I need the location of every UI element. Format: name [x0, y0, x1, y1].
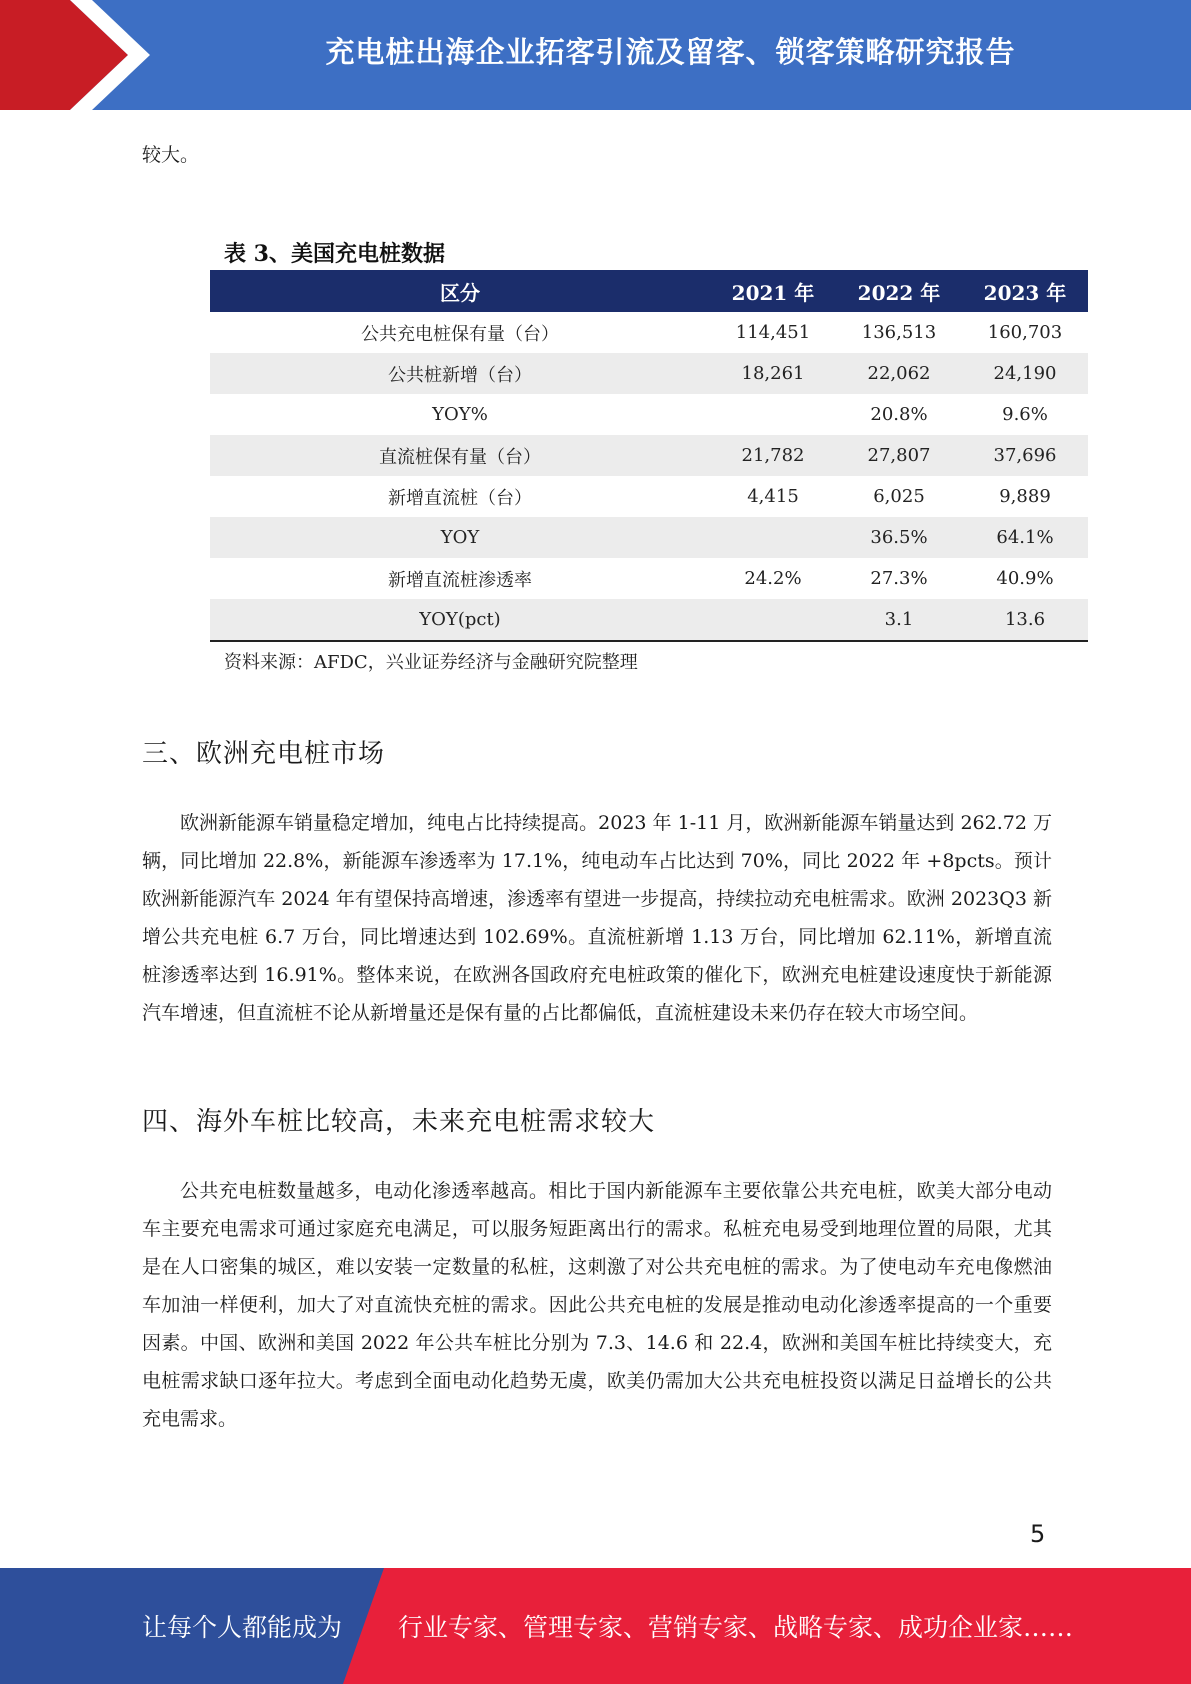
column-header: 2021 年 — [710, 270, 836, 312]
table-cell: 114,451 — [735, 322, 811, 343]
page-header — [0, 0, 1191, 110]
table-cell: 21,782 — [710, 435, 836, 476]
table-source-note: 资料来源：AFDC，兴业证券经济与金融研究院整理 — [224, 652, 638, 673]
table-cell: 27.3% — [870, 568, 928, 589]
row-label: 直流桩保有量（台） — [210, 435, 710, 476]
table-row — [210, 599, 1088, 641]
row-label: 公共桩新增（台） — [210, 353, 710, 394]
column-header: 区分 — [210, 270, 710, 312]
table-header-row — [210, 270, 1088, 312]
row-label: YOY — [210, 517, 710, 558]
row-label: 新增直流桩渗透率 — [388, 569, 532, 591]
column-header: 2023 年 — [962, 270, 1088, 312]
section-heading-overseas: 四、海外车桩比较高，未来充电桩需求较大 — [142, 1107, 656, 1137]
table-cell: 40.9% — [996, 568, 1054, 589]
table-cell: 136,513 — [861, 322, 937, 343]
table-title: 表 3、美国充电桩数据 — [224, 241, 445, 267]
table-cell: 27,807 — [836, 435, 962, 476]
continued-text: 较大。 — [142, 144, 200, 166]
row-label: YOY% — [432, 404, 488, 425]
table-cell: 37,696 — [962, 435, 1088, 476]
table-cell: 9,889 — [999, 486, 1051, 507]
table-cell: 22,062 — [836, 353, 962, 394]
table-row — [210, 394, 1088, 435]
footer-slogan-right: 行业专家、管理专家、营销专家、战略专家、成功企业家…… — [398, 1613, 1074, 1642]
table-cell: 20.8% — [870, 404, 928, 425]
table-cell: 64.1% — [962, 517, 1088, 558]
table-row — [210, 435, 1088, 476]
page-number: 5 — [1030, 1520, 1046, 1548]
page-footer — [0, 1568, 1191, 1684]
table-cell: 24.2% — [744, 568, 802, 589]
us-charging-data-figure — [210, 238, 1088, 674]
table-row — [210, 558, 1088, 599]
section-heading-europe: 三、欧洲充电桩市场 — [142, 739, 386, 769]
table-row — [210, 353, 1088, 394]
row-label: 公共充电桩保有量（台） — [361, 323, 559, 345]
table-cell: 18,261 — [710, 353, 836, 394]
section-paragraph-overseas: 公共充电桩数量越多，电动化渗透率越高。相比于国内新能源车主要依靠公共充电桩，欧美大部分电动车主要充电需求可通过家庭充电满足，可以服务短距离出行的需求。私桩充电易受到地理位置的局限，尤其是在人口密集的城区，难以安装一定数量的私桩，这刺激了对公共充电桩的需求。为了使电动车充电像燃油车加油一样便利，加大了对直流快充桩的需求。因此公共充电桩的发展是推动电动化渗透率提高的一个重要因素。中国、欧洲和美国 2022 年公共车桩比分别为 7.3、14.6 和 22.4，欧洲和美国车桩比持续变大，充电桩需求缺口逐年拉大。考虑到全面电动化趋势无虞，欧美仍需加大公共充电桩投资以满足日益增长的公共充电需求。 — [142, 1180, 1052, 1430]
table-row — [210, 476, 1088, 517]
table-cell — [710, 517, 836, 558]
table-row — [210, 517, 1088, 558]
table-cell: 6,025 — [873, 486, 925, 507]
table-cell: 13.6 — [962, 599, 1088, 641]
table-cell — [710, 394, 836, 435]
table-row — [210, 312, 1088, 353]
section-paragraph-europe: 欧洲新能源车销量稳定增加，纯电占比持续提高。2023 年 1-11 月，欧洲新能源车销量达到 262.72 万辆，同比增加 22.8%，新能源车渗透率为 17.1%，纯电动车占比达到 70%，同比 2022 年 +8pcts。预计欧洲新能源汽车 2024 年有望保持高增速，渗透率有望进一步提高，持续拉动充电桩需求。欧洲 2023Q3 新增公共充电桩 6.7 万台，同比增速达到 102.69%。直流桩新增 1.13 万台，同比增加 62.11%，新增直流桩渗透率达到 16.91%。整体来说，在欧洲各国政府充电桩政策的催化下，欧洲充电桩建设速度快于新能源汽车增速，但直流桩不论从新增量还是保有量的占比都偏低，直流桩建设未来仍存在较大市场空间。 — [142, 812, 1052, 1024]
table-cell: 3.1 — [836, 599, 962, 641]
footer-slogan-left: 让每个人都能成为 — [142, 1613, 343, 1642]
column-header: 2022 年 — [836, 270, 962, 312]
report-title: 充电桩出海企业拓客引流及留客、锁客策略研究报告 — [325, 34, 1016, 69]
row-label: YOY(pct) — [210, 599, 710, 641]
table-cell: 24,190 — [962, 353, 1088, 394]
us-charging-data-table — [210, 270, 1088, 642]
row-label: 新增直流桩（台） — [388, 487, 532, 509]
table-cell: 4,415 — [747, 486, 799, 507]
table-cell: 36.5% — [836, 517, 962, 558]
table-cell — [710, 599, 836, 641]
table-cell: 9.6% — [1002, 404, 1048, 425]
table-cell: 160,703 — [987, 322, 1063, 343]
